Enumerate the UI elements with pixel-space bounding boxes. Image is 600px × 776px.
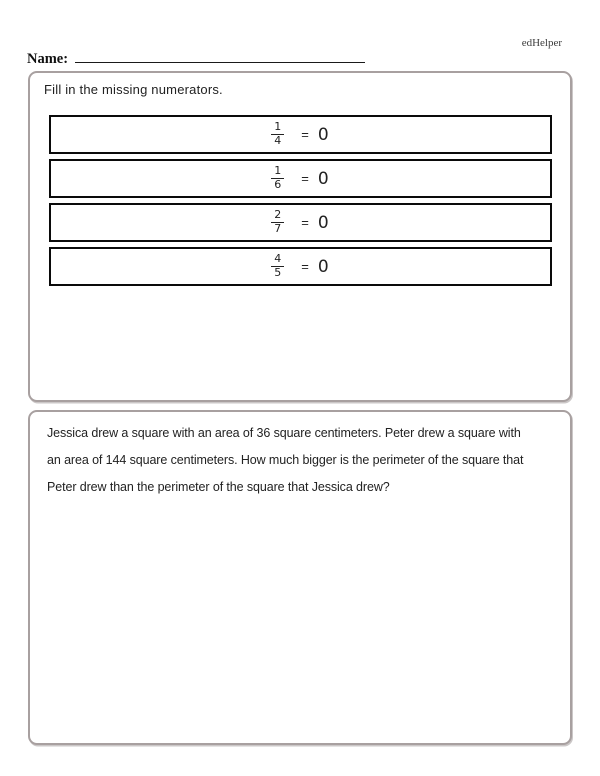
- fraction-numerator: 1: [274, 164, 282, 178]
- fraction-row: [49, 247, 552, 286]
- name-blank-line: [75, 49, 365, 63]
- fraction-row: [49, 203, 552, 242]
- name-row: [27, 49, 365, 68]
- fraction-denominator: 6: [271, 178, 284, 192]
- fraction-row: [49, 115, 552, 154]
- missing-numerator-placeholder: 0: [317, 256, 329, 277]
- fraction-numerator: 4: [274, 252, 282, 266]
- fraction-denominator: 7: [271, 222, 284, 236]
- equals-sign: =: [301, 127, 309, 142]
- fraction-numerator: 1: [274, 120, 282, 134]
- fraction: [271, 165, 284, 191]
- fraction-rows: [49, 115, 552, 286]
- word-problem-section: [28, 410, 572, 745]
- name-label: Name:: [27, 51, 69, 67]
- equals-sign: =: [301, 215, 309, 230]
- word-problem-text: [30, 412, 570, 501]
- fraction-numerator: 2: [274, 208, 282, 222]
- missing-numerator-placeholder: 0: [317, 124, 329, 145]
- equals-sign: =: [301, 171, 309, 186]
- section-instruction: Fill in the missing numerators.: [44, 82, 223, 97]
- fill-numerators-section: [28, 71, 572, 402]
- fraction: [271, 253, 284, 279]
- equals-sign: =: [301, 259, 309, 274]
- word-problem-line: Jessica drew a square with an area of 36 square centimeters. Peter drew a square with: [47, 426, 521, 440]
- word-problem-line: an area of 144 square centimeters. How much bigger is the perimeter of the square that: [47, 453, 524, 467]
- brand-logo-text: edHelper: [521, 37, 562, 49]
- fraction: [271, 121, 284, 147]
- fraction: [271, 209, 284, 235]
- fraction-row: [49, 159, 552, 198]
- fraction-denominator: 5: [271, 266, 284, 280]
- word-problem-line: Peter drew than the perimeter of the square that Jessica drew?: [47, 480, 390, 494]
- missing-numerator-placeholder: 0: [317, 212, 329, 233]
- missing-numerator-placeholder: 0: [317, 168, 329, 189]
- fraction-denominator: 4: [271, 134, 284, 148]
